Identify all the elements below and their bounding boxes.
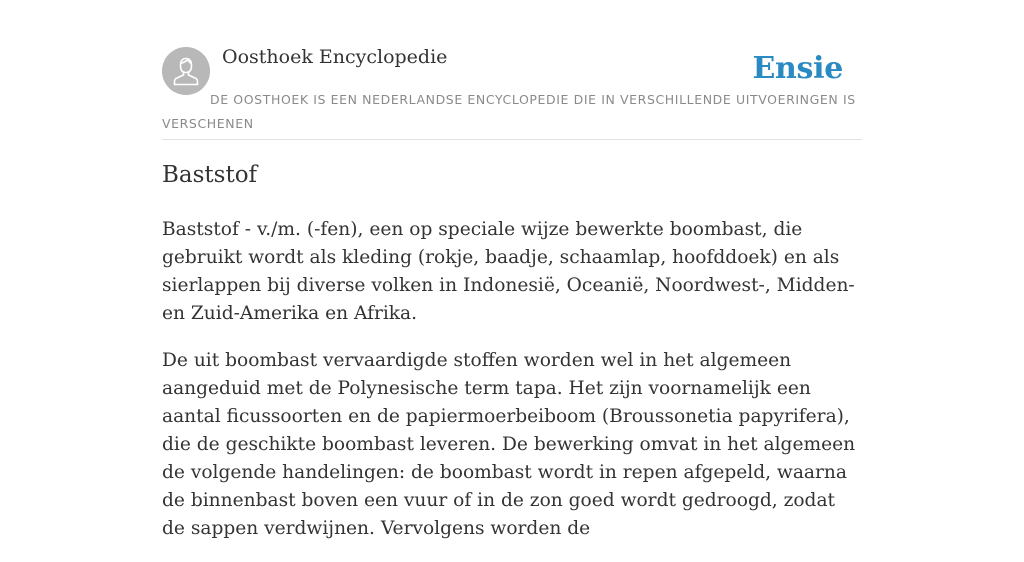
article-paragraph: Baststof - v./m. (-fen), een op speciale wijze bewerkte boombast, die gebruikt wordt als kleding (rokje, baadje, schaamlap, hoofddoek) en als sierlappen bij diverse volken in Indonesië, Oceanië, Noordwest-, Midden- en Zuid-Amerika en Afrika. [162,219,855,324]
article-body [162,216,862,562]
source-title[interactable]: Oosthoek Encyclopedie [222,46,448,68]
article-title: Baststof [162,162,258,188]
page-container [162,0,862,539]
source-header [162,0,862,140]
article-paragraph: De uit boombast vervaardigde stoffen worden wel in het algemeen aangeduid met de Polynesische term tapa. Het zijn voornamelijk een aantal ficussoorten en de papiermoerbeiboom (Broussonetia papyrifera), die de geschikte boombast leveren. De bewerking omvat in het algemeen de volgende handelingen: de boombast wordt in repen afgepeld, waarna de binnenbast boven een vuur of in de zon goed wordt gedroogd, zodat de sappen verdwijnen. Vervolgens worden de [162,350,856,539]
ensie-logo[interactable]: Ensie [752,51,843,86]
source-description: DE OOSTHOEK IS EEN NEDERLANDSE ENCYCLOPEDIE DIE IN VERSCHILLENDE UITVOERINGEN IS VERSCHENEN [162,92,856,131]
